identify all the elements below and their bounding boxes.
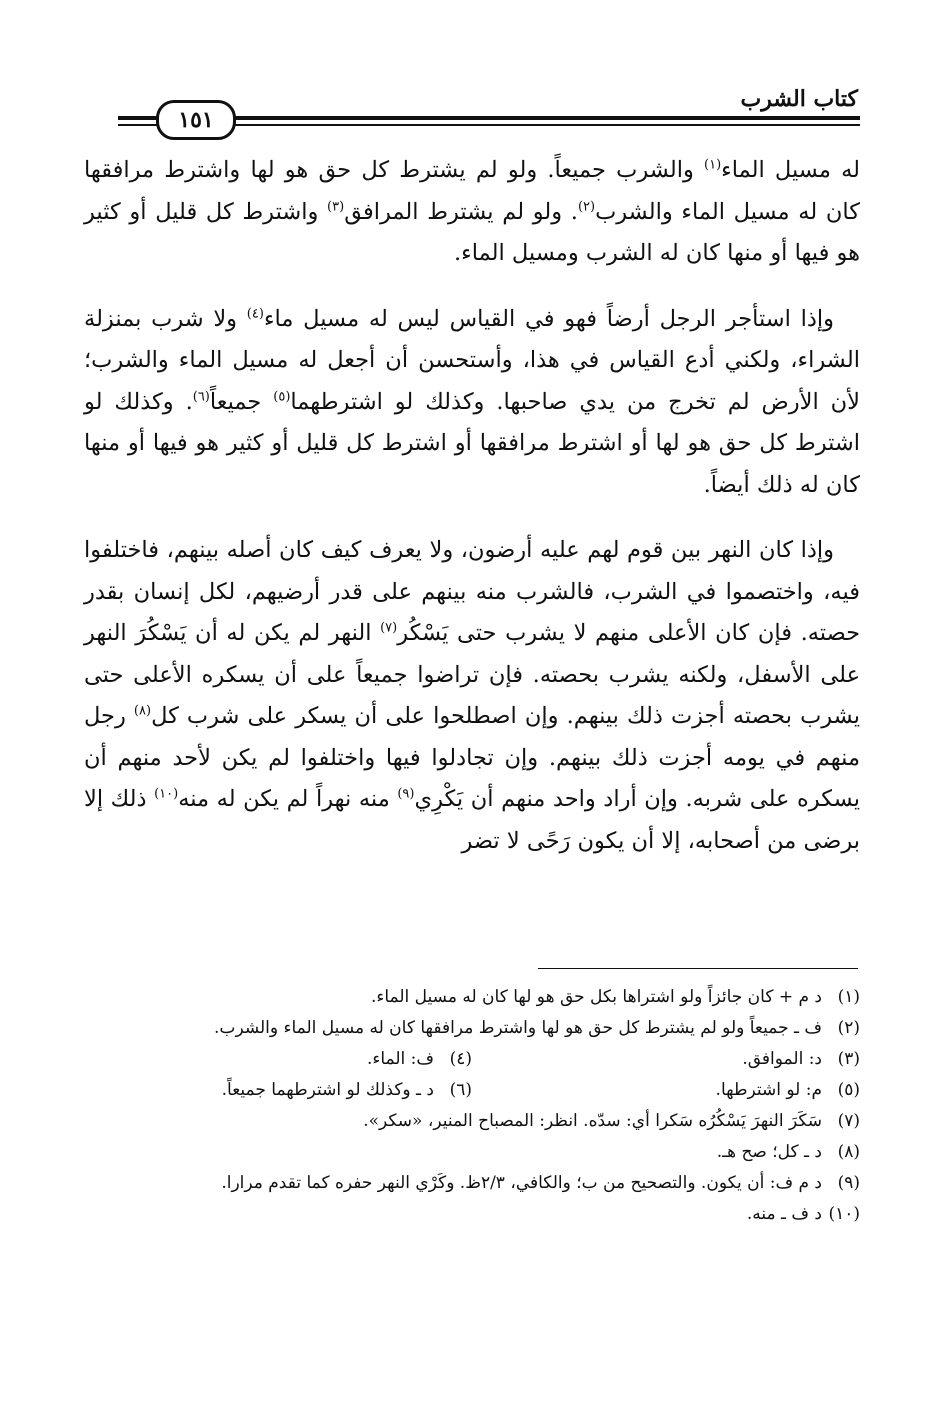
footnote-marker: (٨): [133, 703, 152, 719]
footnote-8: [84, 1137, 860, 1168]
footnote-text: سَكَرَ النهرَ يَسْكُرُه سَكرا أي: سدّه. انظر: المصباح المنير، «سكر».: [363, 1111, 822, 1131]
footnote-marker: (١٠): [154, 786, 179, 802]
footnote-number: (٧): [837, 1111, 860, 1131]
footnote-number: (٢): [837, 1018, 860, 1038]
text-run: وإذا استأجر الرجل أرضاً فهو في القياس ليس له مسيل ماء: [263, 305, 834, 332]
footnote-text: د: الموافق.: [742, 1049, 822, 1069]
text-run: جميعاً: [209, 388, 274, 415]
footnote-number: (١): [837, 987, 860, 1007]
footnote-row: [84, 1075, 860, 1106]
footnotes: [84, 982, 860, 1230]
footnote-9: [84, 1168, 860, 1199]
footnote-3: [472, 1044, 860, 1075]
footnote-marker: (٢): [577, 199, 596, 214]
footnote-text: ف: الماء.: [366, 1049, 434, 1069]
footnote-text: ف ـ جميعاً ولو لم يشترط كل حق هو لها واشترط مرافقها كان له مسيل الماء والشرب.: [214, 1018, 822, 1038]
footnote-marker: (٥): [273, 389, 291, 404]
footnote-text: م: لو اشترطها.: [715, 1080, 822, 1100]
text-run: وإذا كان النهر بين قوم لهم عليه أرضون، ولا يعرف كيف كان أصله بينهم، فاختلفوا فيه، واختصموا في الشرب، فالشرب منه بينهم على قدر أرضيهم، لكل إنسان بقدر حصته. فإن كان الأعلى منهم لا يشرب حتى يَسْكُر: [84, 537, 860, 646]
footnote-marker: (٩): [397, 786, 415, 802]
footnote-text: د م ف: أن يكون. والتصحيح من ب؛ والكافي، ٢/٣ظ. وكَرْي النهر حفره كما تقدم مرارا.: [221, 1173, 822, 1193]
footnote-number: (٩): [837, 1173, 860, 1193]
text-run: له مسيل الماء: [721, 157, 860, 183]
text-run: ذلك إلا برضى من أصحابه، إلا أن يكون رَحًى لا تضر: [84, 786, 860, 854]
footnote-text: د ف ـ منه.: [746, 1204, 822, 1224]
footnote-text: د م + كان جائزاً ولو اشتراها بكل حق هو لها كان له مسيل الماء.: [370, 987, 822, 1007]
footnote-number: (٦): [449, 1080, 472, 1100]
footnote-7: [84, 1106, 860, 1137]
footnote-1: [84, 982, 860, 1013]
footnote-marker: (٦): [192, 389, 210, 404]
text-run: . ولو لم يشترط المرافق: [344, 198, 578, 225]
footnote-number: (٣): [837, 1049, 860, 1069]
text-run: ولا شرب بمنزلة الشراء، ولكني أدع القياس في هذا، وأستحسن أن أجعل له مسيل الماء والشرب؛ لأن الأرض لم تخرج من يدي صاحبها. وكذلك لو اشترطهما: [84, 305, 861, 415]
page-number-badge: ١٥١: [156, 100, 236, 140]
footnote-marker: (٣): [327, 199, 345, 214]
paragraph: [84, 299, 860, 507]
footnote-marker: (٧): [380, 620, 398, 636]
text-run: منه نهراً لم يكن له منه: [178, 786, 398, 812]
footnote-separator: [538, 968, 858, 969]
footnote-number: (١٠): [828, 1204, 860, 1224]
footnote-row: [84, 1044, 860, 1075]
footnote-number: (٨): [837, 1142, 860, 1162]
footnote-marker: (٤): [246, 306, 264, 321]
running-header-title: كتاب الشرب: [740, 86, 858, 112]
text-run: واشترط كل قليل أو كثير هو فيها أو منها كان له الشرب ومسيل الماء.: [84, 198, 860, 266]
paragraph: [84, 530, 860, 862]
text-run: والشرب جميعاً. ولو لم يشترط كل حق هو لها واشترط مرافقها كان له مسيل الماء والشرب: [84, 157, 860, 225]
footnote-marker: (١): [704, 157, 722, 173]
body-text: [84, 150, 860, 862]
footnote-number: (٥): [837, 1080, 860, 1100]
text-run: النهر لم يكن له أن يَسْكُرَ النهر على الأسفل، ولكنه يشرب بحصته. فإن تراضوا جميعاً على أن يسكره الأعلى حتى يشرب بحصته أجزت ذلك بينهم. وإن اصطلحوا على أن يسكر على شرب كل: [84, 620, 861, 729]
footnote-number: (٤): [449, 1049, 472, 1069]
footnote-text: د ـ وكذلك لو اشترطهما جميعاً.: [221, 1080, 434, 1100]
text-run: . وكذلك لو اشترط كل حق هو لها أو اشترط مرافقها أو اشترط كل قليل أو كثير هو فيها أو منها كان له ذلك أيضاً.: [84, 388, 860, 498]
text-run: رجل منهم في يومه أجزت ذلك بينهم. وإن تجادلوا فيها واختلفوا لم يكن لأحد منهم أن يسكره على شربه. وإن أراد واحد منهم أن يَكْرِي: [84, 703, 860, 812]
footnote-4: [84, 1044, 472, 1075]
footnote-2: [84, 1013, 860, 1044]
footnote-6: [84, 1075, 472, 1106]
paragraph: [84, 150, 860, 275]
footnote-5: [472, 1075, 860, 1106]
footnote-text: د ـ كل؛ صح هـ.: [716, 1142, 822, 1162]
footnote-10: [84, 1199, 860, 1230]
